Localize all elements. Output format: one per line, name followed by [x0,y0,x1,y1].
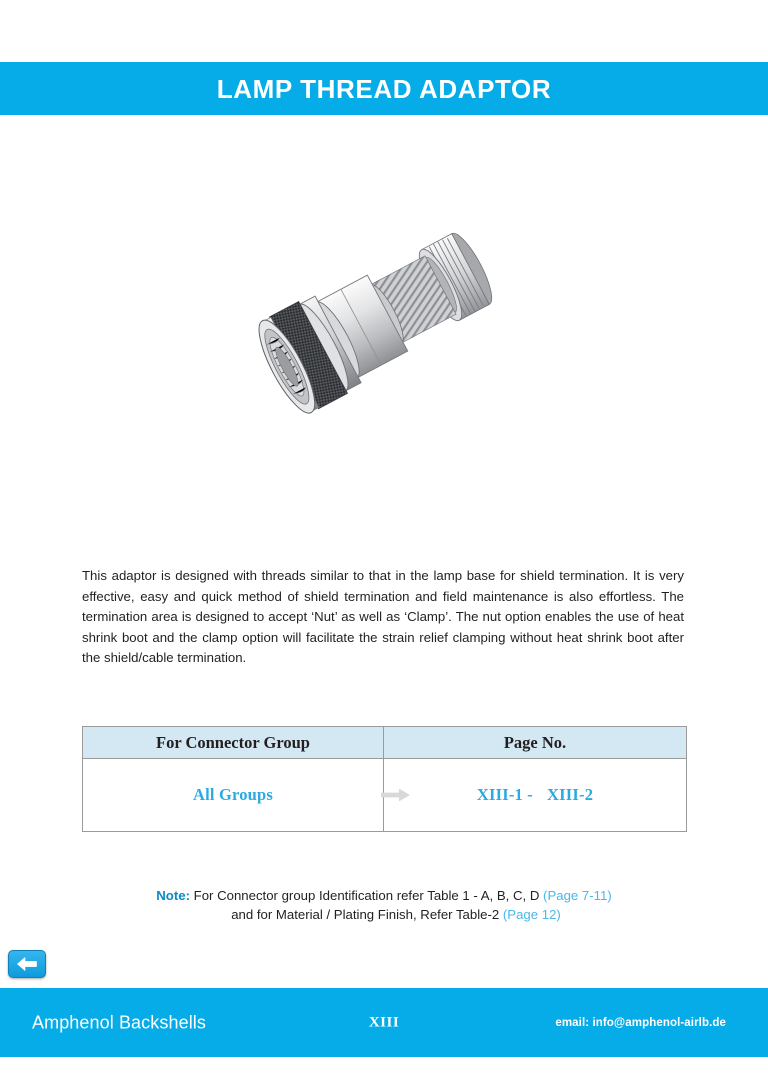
footer-page-number: XIII [368,1014,400,1030]
table-header-row [83,727,687,759]
page-ref-to[interactable]: XIII-2 [547,785,594,804]
page-ref-from[interactable]: XIII-1 - [476,785,534,804]
table-header-connector-group: For Connector Group [83,727,384,759]
table-header-page-no: Page No. [384,727,687,759]
note-line1-text: For Connector group Identification refer Table 1 - A, B, C, D [193,888,540,903]
lamp-thread-adaptor-illustration [234,210,534,420]
product-description: This adaptor is designed with threads similar to that in the lamp base for shield termination. It is very effective, easy and quick method of shield termination and field maintenance is also effortless. The termination area is designed to accept ‘Nut’ as well as ‘Clamp’. The nut option enables the use of heat shrink boot and the clamp option will facilitate the strain relief clamping without heat shrink boot after the shield/cable termination. [82,568,684,666]
back-navigation-button[interactable] [8,950,46,978]
note-block [0,886,768,924]
note-line2-page-ref[interactable]: (Page 12) [502,907,561,922]
table-cell-connector-group [83,759,384,832]
note-line2 [0,905,768,924]
page-title: LAMP THREAD ADAPTOR [216,73,552,104]
table-row [83,759,687,832]
note-line1-page-ref[interactable]: (Page 7-11) [543,888,612,903]
connector-group-value: All Groups [192,785,274,804]
connector-group-page-table [82,726,687,832]
left-arrow-icon [16,956,38,972]
note-line2-text: and for Material / Plating Finish, Refer Table-2 [231,907,500,922]
page-footer-bar [0,988,768,1057]
footer-brand: Amphenol Backshells [32,1012,206,1032]
table-cell-page-no [384,759,687,832]
product-image [0,150,768,480]
footer-email[interactable]: email: info@amphenol-airlb.de [555,1016,726,1029]
page-header-bar [0,62,768,115]
note-label: Note: [156,888,190,903]
